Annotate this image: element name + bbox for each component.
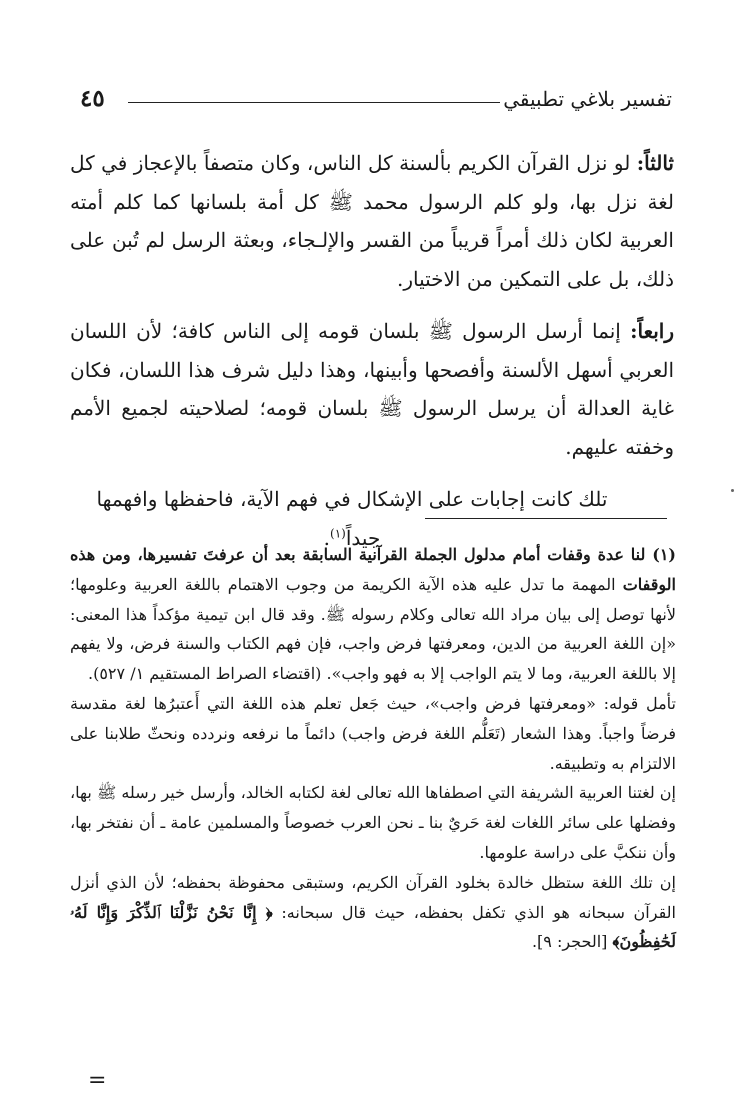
paragraph-text: إنما أرسل الرسول ﷺ بلسان قومه إلى الناس كافة؛ لأن اللسان العربي أسهل الألسنة وأفصحها وأبينها، وهذا دليل شرف هذا اللسان، فكان غاية العدالة أن يرسل الرسول ﷺ بلسان قومه؛ لصلاحيته لجميع الأمم وخفته عليهم. [70, 319, 674, 459]
footnote-1 [70, 540, 676, 689]
footnote-separator [425, 518, 667, 519]
page-number: ٤٥ [80, 85, 105, 112]
footnote-text: إن تلك اللغة ستظل خالدة بخلود القرآن الكريم، وستبقى محفوظة بحفظه؛ لأن الذي أنزل القرآن سبحانه هو الذي تكفل بحفظه، حيث قال سبحانه: [70, 872, 676, 922]
margin-mark [731, 489, 734, 492]
quran-verse: ﴿ إِنَّا نَحْنُ نَزَّلْنَا ٱلذِّكْرَ وَإِنَّا لَهُۥ لَحَٰفِظُونَ﴾ [70, 902, 676, 952]
book-title: تفسير بلاغي تطبيقي [503, 87, 672, 111]
header-rule [128, 102, 500, 103]
footnote-text: المهمة ما تدل عليه هذه الآية الكريمة من وجوب الاهتمام باللغة العربية وعلومها؛ لأنها توصل إلى بيان مراد الله تعالى وكلام رسوله ﷺ. وقد قال ابن تيمية مؤكداً هذا المعنى: «إن اللغة العربية من الدين، ومعرفتها فرض واجب، فإن فهم الكتاب والسنة فرض، ولا يفهم إلا باللغة العربية، وما لا يتم الواجب إلا به فهو واجب». (اقتضاء الصراط المستقيم ١/ ٥٢٧). [70, 574, 676, 684]
running-header [80, 84, 672, 120]
paragraph-lead: رابعاً: [630, 319, 674, 343]
paragraph-lead: ثالثاً: [636, 151, 674, 175]
footnotes [70, 540, 676, 957]
footnote-reference[interactable]: (١) [330, 525, 346, 540]
footnote-paragraph [70, 868, 676, 957]
main-text [70, 144, 674, 557]
footnote-paragraph: إن لغتنا العربية الشريفة التي اصطفاها الله تعالى لغة لكتابه الخالد، وأرسل خير رسله ﷺ بها، وفضلها على سائر اللغات لغة حَريٌ بنا ـ نحن العرب خصوصاً والمسلمين عامة ـ أن نفتخر بها، وأن ننكبَّ على دراسة علومها. [69, 783, 676, 862]
paragraph-end: . [323, 525, 331, 550]
footnote-lead: لنا عدة وقفات أمام مدلول الجملة القرآنية السابقة بعد أن عرفتَ تفسيرها، ومن هذه الوقفات [70, 545, 676, 594]
paragraph-fourth [70, 312, 674, 466]
footnote-marker: (١) [652, 545, 676, 564]
footnote-paragraph: تأمل قوله: «ومعرفتها فرض واجب»، حيث جَعل تعلم هذه اللغة التي أَعتبرُها لغة مقدسة فرضاً واجباً. وهذا الشعار (تَعَلُّم اللغة فرض واجب) دائماً ما نرفعه ونردده ونحثّ طلابنا على الالتزام به وتطبيقه. [70, 693, 676, 773]
paragraph-text: تلك كانت إجابات على الإشكال في فهم الآية، فاحفظها وافهمها جيداً [96, 487, 608, 550]
continuation-mark: = [88, 1068, 107, 1093]
verse-citation: [الحجر: ٩]. [531, 932, 613, 952]
paragraph-third [70, 144, 674, 298]
paragraph-text: لو نزل القرآن الكريم بألسنة كل الناس، وكان متصفاً بالإعجاز في كل لغة نزل بها، ولو كلم الرسول محمد ﷺ كل أمة بلسانها كما كلم أمته العربية لكان ذلك أمراً قريباً من القسر والإلـجاء، وبعثة الرسل لم تُبن على ذلك، بل على التمكين من الاختيار. [70, 151, 674, 291]
